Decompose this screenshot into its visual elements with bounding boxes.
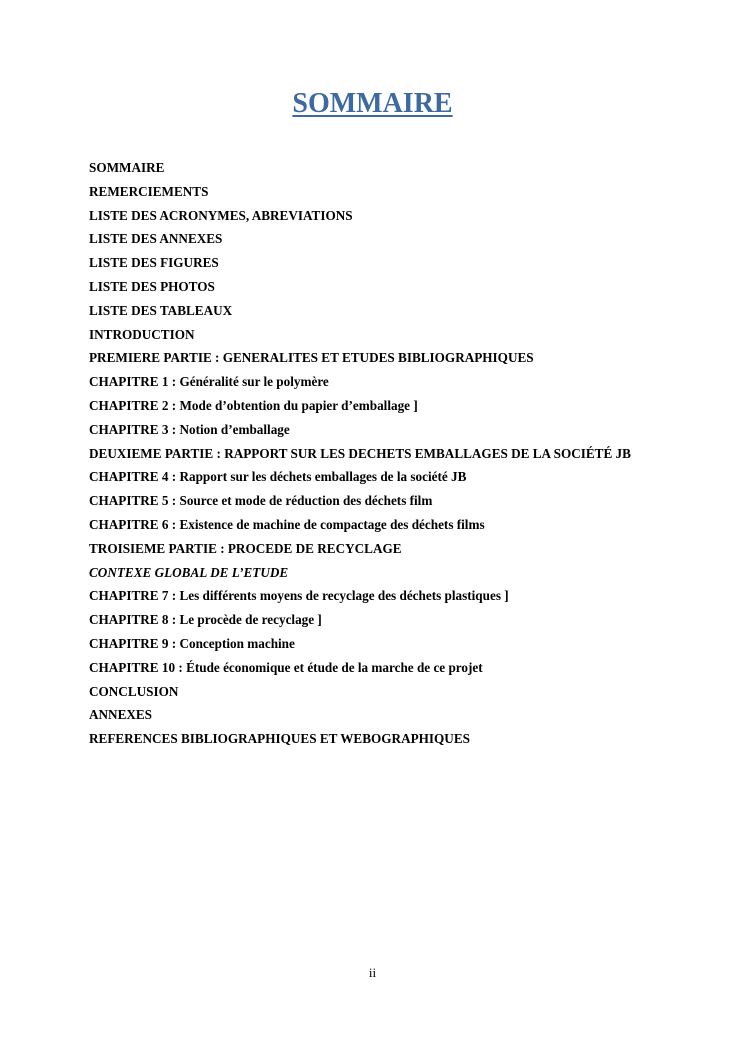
page-title: SOMMAIRE — [292, 88, 453, 119]
toc-entry[interactable]: CHAPITRE 10 : Étude économique et étude de la marche de ce projet — [89, 659, 483, 675]
toc-entry[interactable]: CHAPITRE 7 : Les différents moyens de recyclage des déchets plastiques ] — [89, 588, 509, 604]
toc-entry[interactable]: CHAPITRE 8 : Le procède de recyclage ] — [89, 612, 322, 628]
toc-entry[interactable]: CHAPITRE 4 : Rapport sur les déchets emballages de la société JB — [89, 469, 467, 485]
toc-entry[interactable]: CONTEXE GLOBAL DE L’ETUDE — [89, 564, 289, 580]
toc-entry[interactable]: REMERCIEMENTS — [89, 183, 209, 199]
toc-entry[interactable]: LISTE DES TABLEAUX — [89, 302, 233, 318]
toc-entry[interactable]: SOMMAIRE — [89, 160, 165, 175]
toc-entry[interactable]: LISTE DES PHOTOS — [89, 278, 215, 294]
toc-entry[interactable]: CHAPITRE 1 : Généralité sur le polymère — [89, 374, 329, 390]
toc-entry[interactable]: LISTE DES ANNEXES — [89, 231, 223, 247]
toc-entry[interactable]: CHAPITRE 3 : Notion d’emballage — [89, 421, 290, 437]
table-of-contents — [89, 156, 709, 751]
toc-entry[interactable]: CONCLUSION — [89, 683, 179, 699]
toc-entry[interactable]: TROISIEME PARTIE : PROCEDE DE RECYCLAGE — [89, 540, 402, 556]
toc-entry[interactable]: LISTE DES FIGURES — [89, 255, 219, 271]
toc-entry[interactable]: CHAPITRE 6 : Existence de machine de compactage des déchets films — [89, 516, 485, 532]
toc-entry[interactable]: CHAPITRE 5 : Source et mode de réduction des déchets film — [89, 493, 433, 509]
toc-entry[interactable]: REFERENCES BIBLIOGRAPHIQUES ET WEBOGRAPHIQUES — [89, 731, 470, 747]
toc-entry[interactable]: INTRODUCTION — [89, 326, 195, 342]
toc-entry[interactable]: ANNEXES — [89, 707, 153, 723]
toc-entry[interactable]: PREMIERE PARTIE : GENERALITES ET ETUDES BIBLIOGRAPHIQUES — [89, 350, 534, 366]
toc-entry[interactable]: CHAPITRE 9 : Conception machine — [89, 635, 295, 651]
toc-entry[interactable]: LISTE DES ACRONYMES, ABREVIATIONS — [89, 207, 353, 223]
page-number: ii — [368, 965, 377, 980]
toc-entry[interactable]: CHAPITRE 2 : Mode d’obtention du papier d’emballage ] — [89, 397, 418, 413]
toc-entry[interactable]: DEUXIEME PARTIE : RAPPORT SUR LES DECHETS EMBALLAGES DE LA SOCIÉTÉ JB — [89, 445, 631, 461]
